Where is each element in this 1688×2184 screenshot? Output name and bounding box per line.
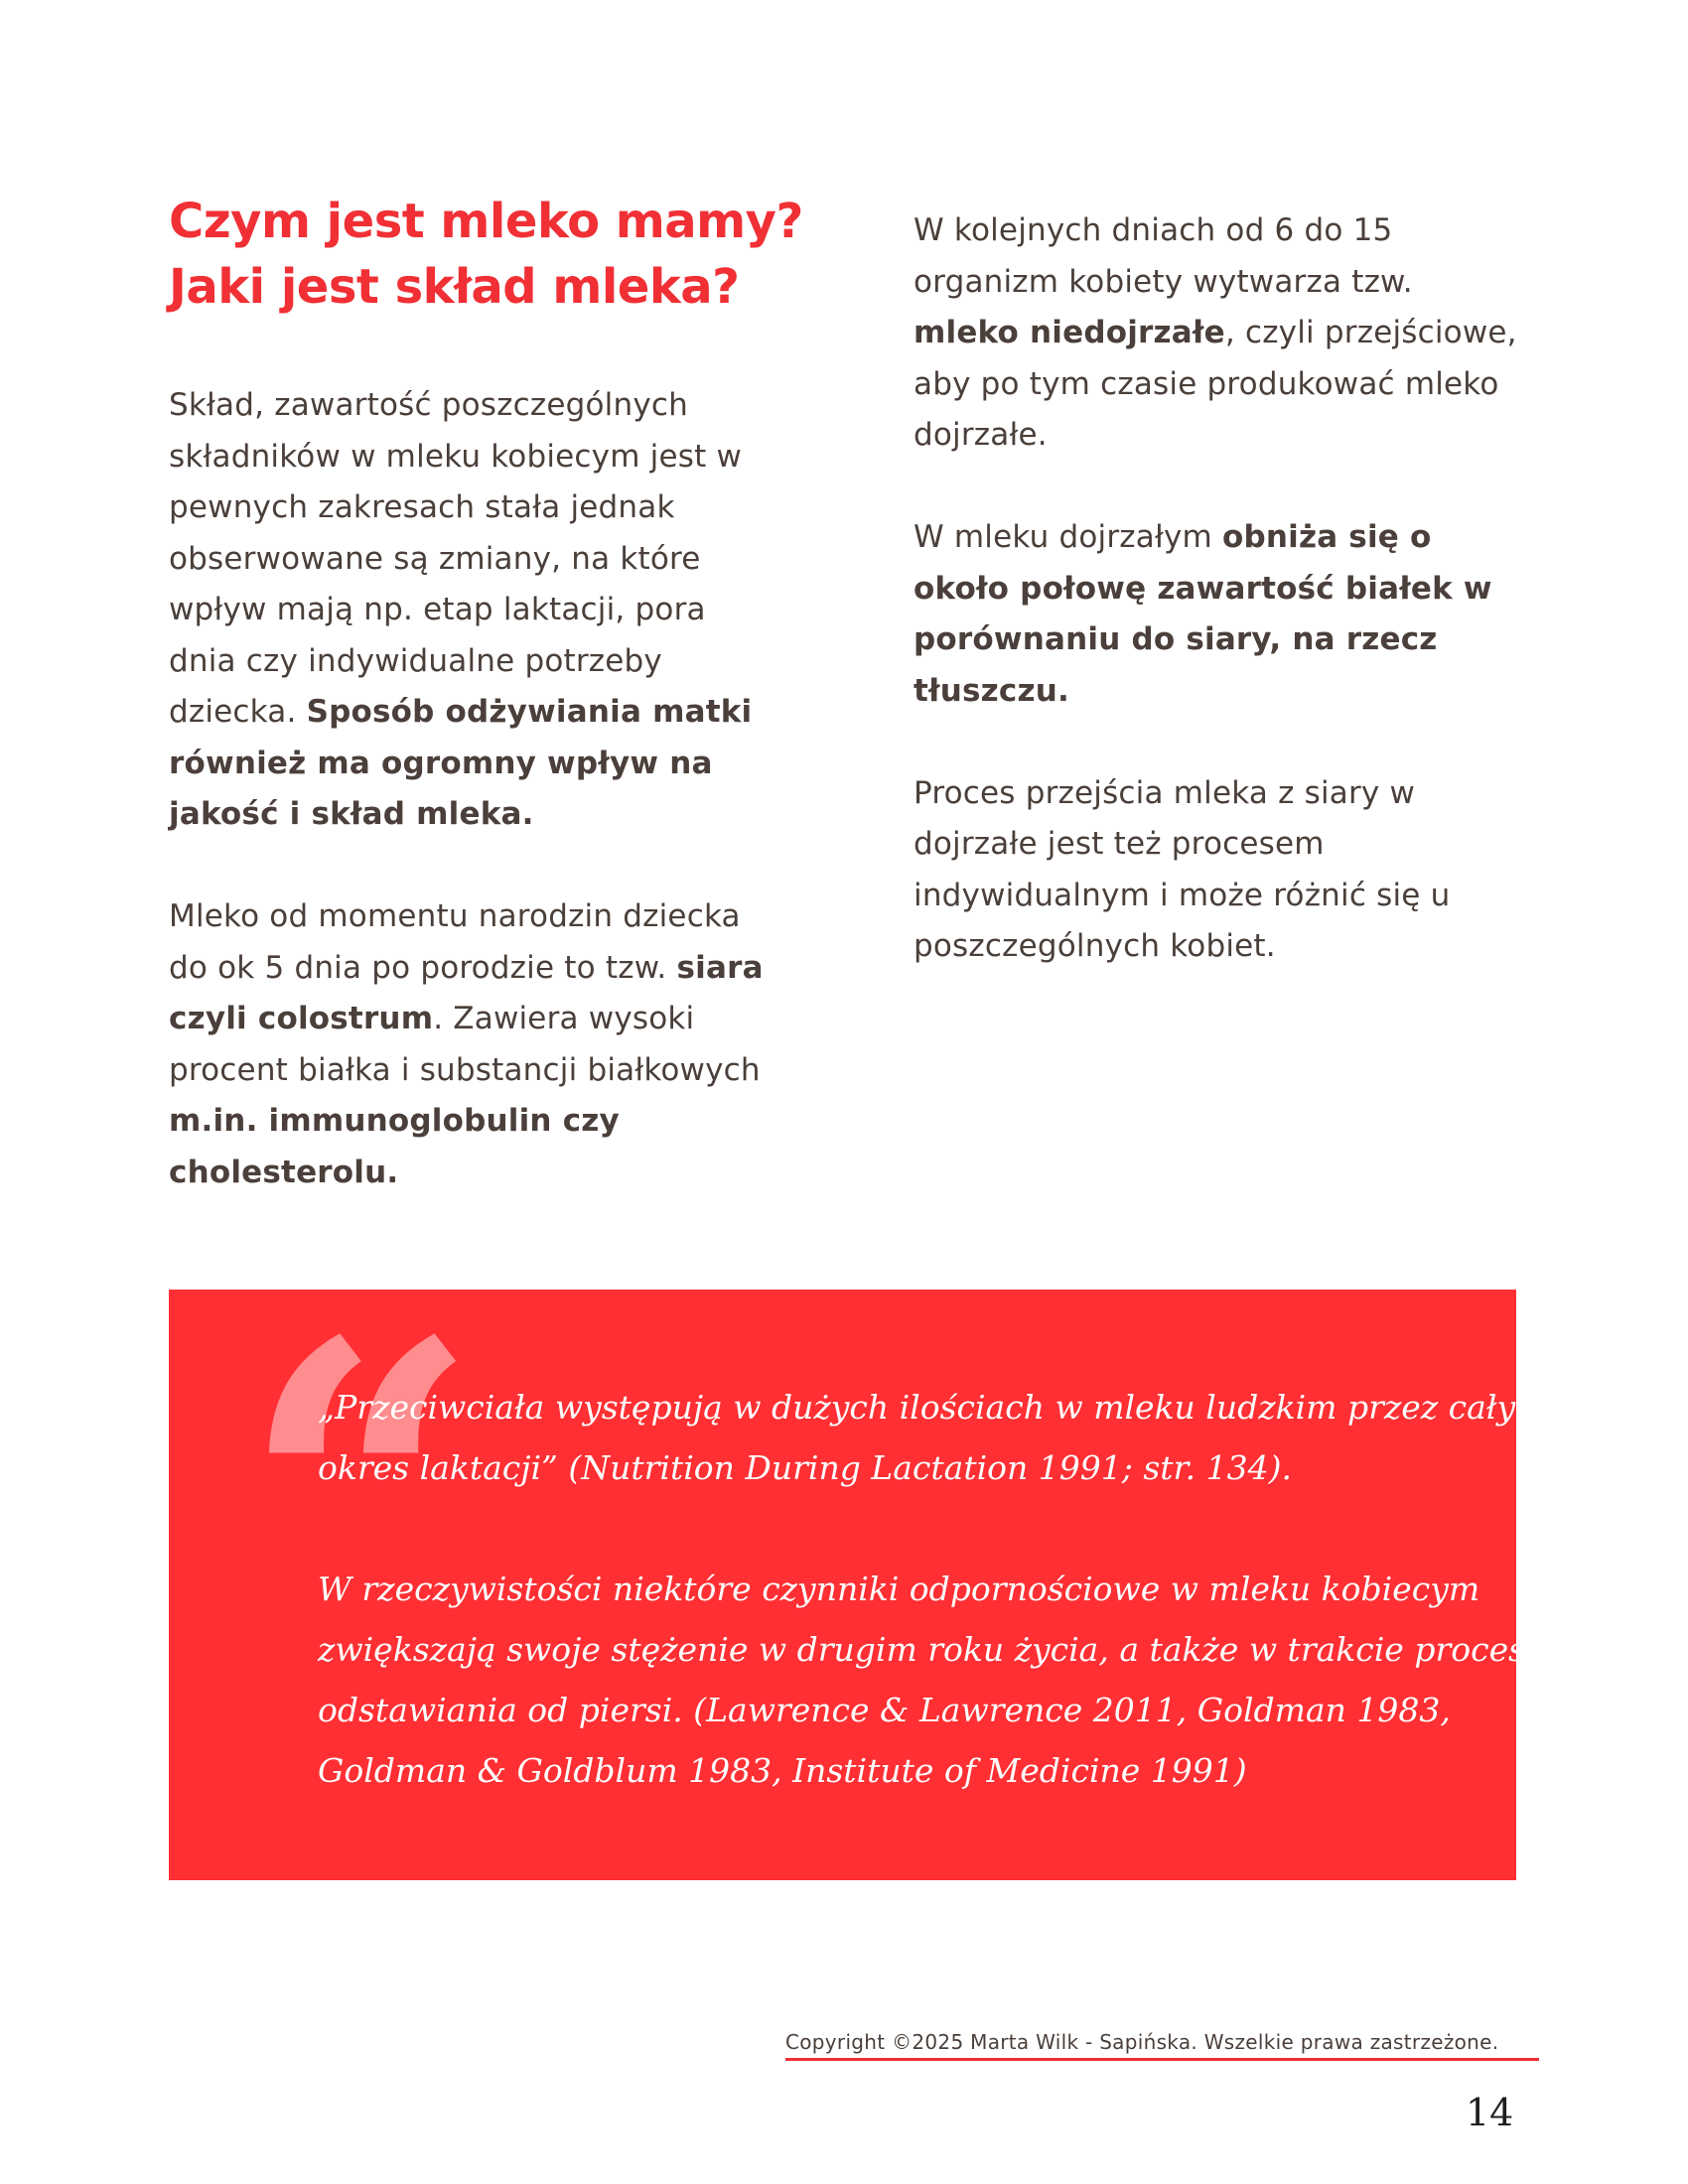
text-line: Mleko od momentu narodzin dziecka: [169, 898, 741, 934]
quote-box: [169, 1253, 1547, 1880]
text-line: [914, 308, 1589, 359]
text-line: dojrzałe.: [914, 417, 1048, 453]
text-line: [169, 1096, 844, 1148]
text-line: W kolejnych dniach od 6 do 15: [914, 212, 1393, 248]
text-line: pewnych zakresach stała jednak: [169, 489, 675, 525]
text-line: [169, 739, 844, 790]
text-segment: , czyli przejściowe,: [1224, 315, 1517, 350]
bold-text: obniża się o: [1221, 519, 1432, 555]
quote-line: Goldman & Goldblum 1983, Institute of Medicine 1991): [318, 1751, 1247, 1790]
text-line: [169, 789, 844, 841]
text-line: [914, 512, 1589, 564]
title-line-1: Czym jest mleko mamy?: [169, 194, 803, 249]
text-line: [914, 564, 1589, 615]
bold-text: tłuszczu.: [914, 672, 1069, 709]
bold-text: m.in. immunoglobulin czy: [169, 1103, 620, 1139]
quote-line: zwiększają swoje stężenie w drugim roku życia, a także w trakcie procesu: [318, 1630, 1547, 1669]
text-line: składników w mleku kobiecym jest w: [169, 438, 743, 475]
page-title: [169, 189, 864, 320]
text-line: dnia czy indywidualne potrzeby: [169, 642, 662, 679]
text-line: Proces przejścia mleka z siary w: [914, 774, 1416, 811]
bold-text: mleko niedojrzałe: [914, 315, 1225, 350]
copyright-notice: Copyright ©2025 Marta Wilk - Sapińska. Wszelkie prawa zastrzeżone.: [785, 2030, 1499, 2054]
right-column: [914, 205, 1589, 973]
paragraph-gap: [914, 717, 1589, 768]
text-line: wpływ mają np. etap laktacji, pora: [169, 592, 706, 627]
text-line: [914, 666, 1589, 718]
text-line: [169, 994, 844, 1045]
bold-text: około połowę zawartość białek w: [914, 570, 1492, 607]
bold-text: Sposób odżywiania matki: [306, 694, 753, 730]
quote-text: [318, 1377, 1547, 1801]
bold-text: siara: [676, 949, 764, 986]
text-line: [169, 1148, 844, 1199]
text-line: poszczególnych kobiet.: [914, 928, 1276, 964]
text-line: [169, 687, 844, 739]
text-line: indywidualnym i może różnić się u: [914, 877, 1451, 913]
quote-line: okres laktacji” (Nutrition During Lactation 1991; str. 134).: [318, 1448, 1293, 1487]
bold-text: porównaniu do siary, na rzecz: [914, 621, 1438, 657]
bold-text: jakość i skład mleka.: [169, 796, 534, 832]
text-line: Skład, zawartość poszczególnych: [169, 387, 688, 423]
bold-text: czyli colostrum: [169, 1001, 434, 1036]
text-segment: do ok 5 dnia po porodzie to tzw.: [169, 949, 677, 986]
text-line: dojrzałe jest też procesem: [914, 826, 1325, 862]
paragraph-gap: [169, 841, 844, 892]
text-line: [914, 614, 1589, 666]
text-line: procent białka i substancji białkowych: [169, 1051, 761, 1088]
quote-line: odstawiania od piersi. (Lawrence & Lawrence 2011, Goldman 1983,: [318, 1691, 1451, 1729]
title-line-2: Jaki jest skład mleka?: [169, 259, 740, 315]
quote-line: „Przeciwciała występują w dużych ilościach w mleku ludzkim przez cały: [318, 1388, 1516, 1427]
text-line: obserwowane są zmiany, na które: [169, 540, 701, 577]
paragraph-gap: [914, 462, 1589, 513]
text-segment: W mleku dojrzałym: [914, 519, 1222, 555]
left-column: [169, 380, 844, 1198]
bold-text: cholesterolu.: [169, 1154, 399, 1190]
text-segment: . Zawiera wysoki: [433, 1001, 695, 1036]
text-line: organizm kobiety wytwarza tzw.: [914, 263, 1413, 300]
page-number: 14: [1466, 2091, 1514, 2134]
quotation-mark-icon: “: [240, 1253, 481, 1742]
text-line: [169, 943, 844, 995]
paragraph-gap: [318, 1498, 1460, 1559]
bold-text: również ma ogromny wpływ na: [169, 745, 713, 781]
copyright-underline: [785, 2058, 1539, 2061]
text-segment: dziecka.: [169, 694, 307, 730]
quote-line: W rzeczywistości niektóre czynniki odpornościowe w mleku kobiecym: [318, 1570, 1480, 1608]
text-line: aby po tym czasie produkować mleko: [914, 365, 1499, 402]
